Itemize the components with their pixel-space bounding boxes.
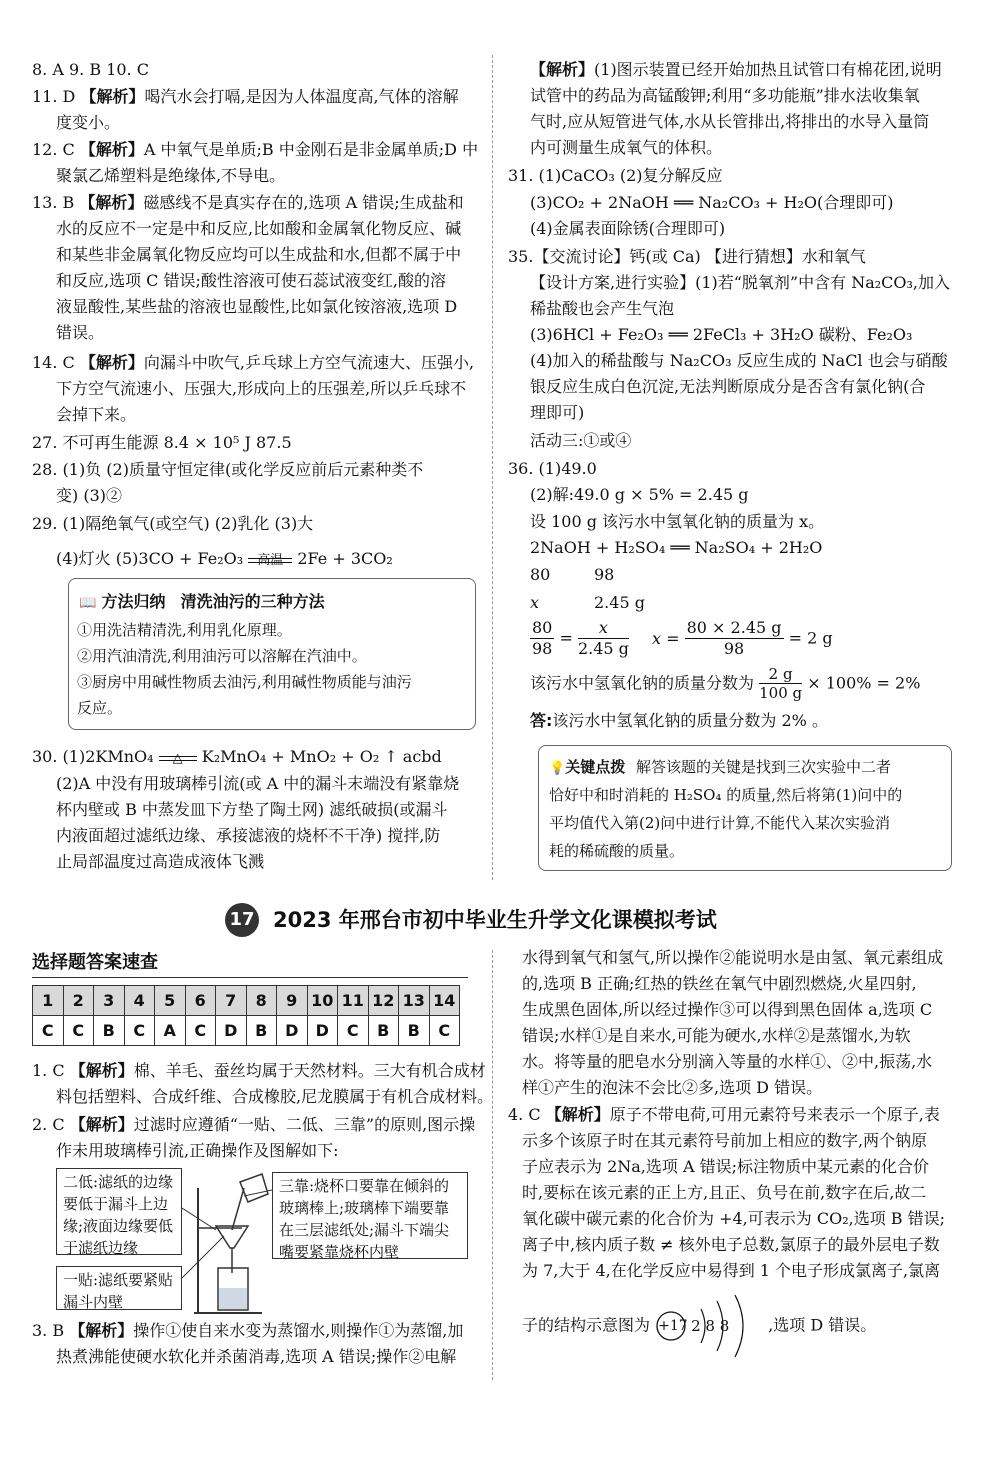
chlorine-ion-diagram	[655, 1313, 763, 1339]
numerator: 80	[532, 618, 553, 637]
question-number: 1	[33, 986, 64, 1016]
answer-letter: D	[307, 1016, 338, 1046]
answer-letter: C	[124, 1016, 155, 1046]
key-box-title: 关键点拨	[565, 758, 626, 776]
method-box-title: 方法归纳	[101, 592, 166, 611]
method-line: ③厨房中用碱性物质去油污,利用碱性物质能与油污	[77, 673, 412, 691]
column-divider	[492, 55, 493, 880]
key-box-line-1	[549, 754, 891, 782]
answer-tag: 答:	[530, 711, 553, 730]
b-right-line: 生成黑色固体,所以经过操作③可以得到黑色固体 a,选项 C	[522, 1000, 933, 1019]
b-q4-line: 示多个该原子时在其元素符号前加上相应的数字,两个钠原	[522, 1131, 928, 1150]
answer-table	[32, 985, 460, 1046]
b-q2-num: 2. C	[32, 1115, 65, 1134]
fraction	[685, 618, 784, 659]
b-q4-line: 时,要标在该元素的正上方,且正、负号在前,数字在后,故二	[522, 1183, 927, 1202]
question-number: 9	[277, 986, 308, 1016]
ion-diagram-line	[522, 1312, 876, 1339]
q14-text: 向漏斗中吹气,乒乓球上方空气流速大、压强小,	[143, 353, 475, 372]
result: = 2 g	[788, 628, 833, 648]
b-q1	[32, 1058, 486, 1084]
heading-rule	[32, 977, 468, 978]
ion-label: 子的结构示意图为	[522, 1315, 651, 1335]
q13-tag: 【解析】	[79, 193, 144, 212]
answer-line-8-10: 8. A 9. B 10. C	[32, 60, 149, 79]
answer-table-answers	[33, 1016, 460, 1046]
q36-line: 设 100 g 该污水中氢氧化钠的质量为 x。	[530, 512, 825, 531]
question-number: 6	[185, 986, 216, 1016]
b-right-line: 错误;水样①是自来水,可能为硬水,水样②是蒸馏水,为软	[522, 1026, 911, 1045]
b-q2-text: 过滤时应遵循“一贴、二低、三靠”的原则,图示操	[133, 1115, 476, 1134]
ratio-row	[594, 562, 614, 588]
b-q2-cont: 作未用玻璃棒引流,正确操作及图解如下:	[56, 1141, 339, 1160]
q11	[32, 84, 459, 110]
question-number: 2	[63, 986, 94, 1016]
fraction	[530, 618, 554, 659]
question-number: 10	[307, 986, 338, 1016]
answer-letter: C	[338, 1016, 369, 1046]
b-q4	[508, 1102, 940, 1128]
q31-line: 31. (1)CaCO₃ (2)复分解反应	[508, 166, 723, 185]
question-number: 4	[124, 986, 155, 1016]
b-right-line: 水。将等量的肥皂水分别滴入等量的水样①、②中,振荡,水	[522, 1052, 933, 1071]
q30-eq-right: K₂MnO₄ + MnO₂ + O₂ ↑ acbd	[201, 747, 442, 766]
q29: 29. (1)隔绝氧气(或空气) (2)乳化 (3)大	[32, 514, 314, 533]
q35-line: (3)6HCl + Fe₂O₃ ══ 2FeCl₃ + 3H₂O 碳粉、Fe₂O₃	[530, 325, 913, 344]
q30-analysis-tag: 【解析】	[530, 60, 595, 79]
percentage-label: 该污水中氢氧化钠的质量分数为	[530, 673, 755, 693]
b-right-line: 的,选项 B 正确;红热的铁丝在氧气中剧烈燃烧,火星四射,	[522, 974, 917, 993]
fraction-equation	[530, 618, 833, 659]
question-number: 13	[399, 986, 430, 1016]
ratio-row	[594, 590, 645, 616]
answer-letter: B	[399, 1016, 430, 1046]
ratio-row	[530, 590, 539, 616]
b-q3-cont: 热煮沸能使硬水软化并杀菌消毒,选项 A 错误;操作②电解	[56, 1347, 457, 1366]
q30-analysis-line: 内可测量生成氧气的体积。	[530, 138, 723, 157]
q12-cont: 聚氯乙烯塑料是绝缘体,不导电。	[56, 166, 286, 185]
b-right-line: 水得到氧气和氢气,所以操作②能说明水是由氢、氧元素组成	[522, 948, 944, 967]
q12	[32, 137, 478, 163]
method-summary-box	[68, 578, 476, 730]
denominator: 98	[723, 639, 745, 658]
ratio-value: x	[530, 593, 540, 612]
q28-cont: 变) (3)②	[56, 486, 122, 505]
q13-line: 水的反应不一定是中和反应,比如酸和金属氧化物反应、碱	[56, 219, 462, 238]
q14	[32, 350, 474, 376]
q28: 28. (1)负 (2)质量守恒定律(或化学反应前后元素种类不	[32, 460, 424, 479]
b-q1-text: 棉、羊毛、蚕丝均属于天然材料。三大有机合成材	[133, 1061, 486, 1080]
answer-letter: D	[277, 1016, 308, 1046]
q13	[32, 190, 464, 216]
q36-line: 2NaOH + H₂SO₄ ══ Na₂SO₄ + 2H₂O	[530, 538, 823, 557]
q30-line: (2)A 中没有用玻璃棒引流(或 A 中的漏斗末端没有紧靠烧	[56, 774, 460, 793]
b-q1-tag: 【解析】	[69, 1061, 134, 1080]
key-point-box	[538, 745, 952, 871]
ratio-value: 2.45 g	[594, 593, 645, 612]
key-box-text: 解答该题的关键是找到三次实验中二者	[635, 758, 891, 776]
q35-line: 稀盐酸也会产生气泡	[530, 299, 675, 318]
ratio-row	[530, 562, 550, 588]
q14-line: 下方空气流速小、压强大,形成向上的压强差,所以乒乓球不	[56, 379, 467, 398]
q13-num: 13. B	[32, 193, 75, 212]
q30-condition: △	[172, 751, 183, 766]
question-number: 7	[216, 986, 247, 1016]
question-number: 11	[338, 986, 369, 1016]
book-icon: 📖	[79, 595, 97, 611]
numerator: 2 g	[759, 665, 802, 684]
q11-tag: 【解析】	[80, 87, 145, 106]
percentage-result: × 100% = 2%	[807, 673, 921, 693]
q12-text: A 中氧气是单质;B 中金刚石是非金属单质;D 中	[143, 140, 479, 159]
answer-letter: C	[63, 1016, 94, 1046]
filtration-apparatus-drawing	[182, 1168, 274, 1318]
q30-analysis	[530, 57, 942, 83]
answers-heading: 选择题答案速查	[32, 952, 158, 973]
answer-text: 该污水中氢氧化钠的质量分数为 2% 。	[552, 711, 828, 730]
answer-letter: C	[185, 1016, 216, 1046]
q12-tag: 【解析】	[79, 140, 144, 159]
q12-num: 12. C	[32, 140, 75, 159]
q35-line: (4)加入的稀盐酸与 Na₂CO₃ 反应生成的 NaCl 也会与硝酸	[530, 351, 948, 370]
q29-condition: 高温	[257, 553, 284, 568]
b-q3-num: 3. B	[32, 1321, 65, 1340]
q13-line: 和反应,选项 C 错误;酸性溶液可使石蕊试液变红,酸的溶	[56, 271, 446, 290]
exam-banner	[225, 900, 717, 940]
denominator: 100 g	[759, 684, 803, 702]
x-equals: x =	[652, 628, 680, 648]
diagram-label-one-stick: 一贴:滤纸要紧贴漏斗内壁	[56, 1266, 182, 1310]
q30	[32, 744, 442, 770]
answer-table-header	[33, 986, 460, 1016]
exam-title: 2023 年邢台市初中毕业生升学文化课模拟考试	[273, 908, 717, 932]
fraction	[578, 618, 629, 659]
b-q3-tag: 【解析】	[69, 1321, 134, 1340]
ratio-value: 80	[530, 565, 551, 584]
q27: 27. 不可再生能源 8.4 × 10⁵ J 87.5	[32, 433, 292, 452]
b-q2-tag: 【解析】	[69, 1115, 134, 1134]
b-q1-cont: 料包括塑料、合成纤维、合成橡胶,尼龙膜属于有机合成材料。	[56, 1087, 494, 1106]
q30-line: 杯内壁或 B 中蒸发皿下方垫了陶土网) 滤纸破损(或漏斗	[56, 800, 448, 819]
answer-letter: B	[246, 1016, 277, 1046]
q30-analysis-text: (1)图示装置已经开始加热且试管口有棉花团,说明	[594, 60, 942, 79]
q29-eq-left: (4)灯火 (5)3CO + Fe₂O₃	[56, 549, 244, 568]
q30-eq-left: 30. (1)2KMnO₄	[32, 747, 154, 766]
ion-nucleus-charge: +17	[658, 1317, 688, 1334]
b-q3	[32, 1318, 463, 1344]
answer-letter: C	[33, 1016, 64, 1046]
q14-tag: 【解析】	[79, 353, 144, 372]
q30-line: 内液面超过滤纸边缘、承接滤液的烧杯不干净) 搅拌,防	[56, 826, 441, 845]
key-box-text: 耗的稀硫酸的质量。	[549, 842, 685, 860]
q35-line: 理即可)	[530, 403, 585, 422]
q13-line: 和某些非金属氧化物反应均可以生成盐和水,但都不属于中	[56, 245, 462, 264]
ion-suffix: ,选项 D 错误。	[768, 1315, 877, 1335]
answer-letter: B	[368, 1016, 399, 1046]
question-number: 14	[429, 986, 460, 1016]
b-right-line: 样①产生的泡沫不会比②多,选项 D 错误。	[522, 1078, 823, 1097]
denominator: 2.45 g	[577, 639, 629, 658]
q14-num: 14. C	[32, 353, 75, 372]
denominator: 98	[532, 639, 553, 658]
q30-line: 止局部温度过高造成液体飞溅	[56, 852, 265, 871]
b-q4-line: 子应表示为 2Na,选项 A 错误;标注物质中某元素的化合价	[522, 1157, 930, 1176]
method-box-header	[79, 589, 325, 616]
b-q4-line: 离子中,核内质子数 ≠ 核外电子总数,氯原子的最外层电子数	[522, 1235, 940, 1254]
fraction	[759, 665, 802, 702]
q35-line: 【设计方案,进行实验】(1)若“脱氧剂”中含有 Na₂CO₃,加入	[530, 273, 951, 292]
numerator: x	[578, 618, 629, 639]
key-box-text: 平均值代入第(2)问中进行计算,不能代入某次实验消	[549, 814, 891, 832]
percentage-line	[530, 665, 920, 702]
q13-line: 液显酸性,某些盐的溶液也显酸性,比如氯化铵溶液,选项 D	[56, 297, 458, 316]
q31-line: (4)金属表面除锈(合理即可)	[530, 219, 726, 238]
q36-line: 36. (1)49.0	[508, 459, 597, 478]
column-divider	[492, 950, 493, 1380]
q30-analysis-line: 试管中的药品为高锰酸钾;利用“多功能瓶”排水法收集氧	[530, 86, 920, 105]
b-q4-line: 氧化碳中碳元素的化合价为 +4,可表示为 CO₂,选项 B 错误;	[522, 1209, 946, 1228]
b-q4-line: 为 7,大于 4,在化学反应中易得到 1 个电子形成氯离子,氯离	[522, 1261, 941, 1280]
b-q4-text: 原子不带电荷,可用元素符号来表示一个原子,表	[609, 1105, 940, 1124]
b-q2	[32, 1112, 475, 1138]
b-q3-text: 操作①使自来水变为蒸馏水,则操作①为蒸馏,加	[133, 1321, 464, 1340]
answer-letter: A	[155, 1016, 186, 1046]
q29-cont	[56, 546, 393, 572]
q11-text: 喝汽水会打嗝,是因为人体温度高,气体的溶解	[144, 87, 459, 106]
q30-analysis-line: 气时,应从短管进气体,水从长管排出,将排出的水导入量筒	[530, 112, 930, 131]
q35-line: 银反应生成白色沉淀,无法判断原成分是否含有氯化钠(合	[530, 377, 926, 396]
diagram-label-two-low: 二低:滤纸的边缘要低于漏斗上边缘;液面边缘要低于滤纸边缘	[56, 1168, 182, 1255]
lightbulb-icon: 💡	[549, 761, 566, 776]
method-line: 反应。	[77, 699, 123, 717]
q11-cont: 度变小。	[56, 113, 121, 132]
q11-num: 11. D	[32, 87, 76, 106]
q13-line: 错误。	[56, 323, 105, 342]
q35-line: 活动三:①或④	[530, 431, 632, 450]
diagram-label-three-lean: 三靠:烧杯口要靠在倾斜的玻璃棒上;玻璃棒下端要靠在三层滤纸处;漏斗下端尖嘴要紧靠烧杯内壁	[272, 1172, 468, 1259]
key-box-text: 恰好中和时消耗的 H₂SO₄ 的质量,然后将第(1)问中的	[549, 786, 903, 804]
question-number: 3	[94, 986, 125, 1016]
b-q4-num: 4. C	[508, 1105, 541, 1124]
q31-line: (3)CO₂ + 2NaOH ══ Na₂CO₃ + H₂O(合理即可)	[530, 193, 894, 212]
q14-line: 会掉下来。	[56, 405, 137, 424]
exam-number-badge: 17	[225, 903, 259, 937]
q35-line: 35.【交流讨论】钙(或 Ca) 【进行猜想】水和氧气	[508, 247, 866, 266]
method-line: ①用洗洁精清洗,利用乳化原理。	[77, 621, 292, 639]
q29-eq-right: 2Fe + 3CO₂	[297, 549, 393, 568]
b-q1-num: 1. C	[32, 1061, 65, 1080]
ion-shell-electrons: 2 8 8	[691, 1316, 730, 1335]
q13-text: 磁感线不是真实存在的,选项 A 错误;生成盐和	[143, 193, 464, 212]
question-number: 8	[246, 986, 277, 1016]
b-q4-tag: 【解析】	[545, 1105, 610, 1124]
equals: =	[559, 628, 573, 648]
answer-letter: C	[429, 1016, 460, 1046]
question-number: 12	[368, 986, 399, 1016]
q36-line: (2)解:49.0 g × 5% = 2.45 g	[530, 485, 749, 504]
method-box-subtitle: 清洗油污的三种方法	[180, 592, 325, 611]
numerator: 80 × 2.45 g	[686, 618, 782, 637]
question-number: 5	[155, 986, 186, 1016]
answer-letter: D	[216, 1016, 247, 1046]
ratio-value: 98	[594, 565, 615, 584]
answer-letter: B	[94, 1016, 125, 1046]
answer-line	[530, 708, 828, 734]
method-line: ②用汽油清洗,利用油污可以溶解在汽油中。	[77, 647, 367, 665]
